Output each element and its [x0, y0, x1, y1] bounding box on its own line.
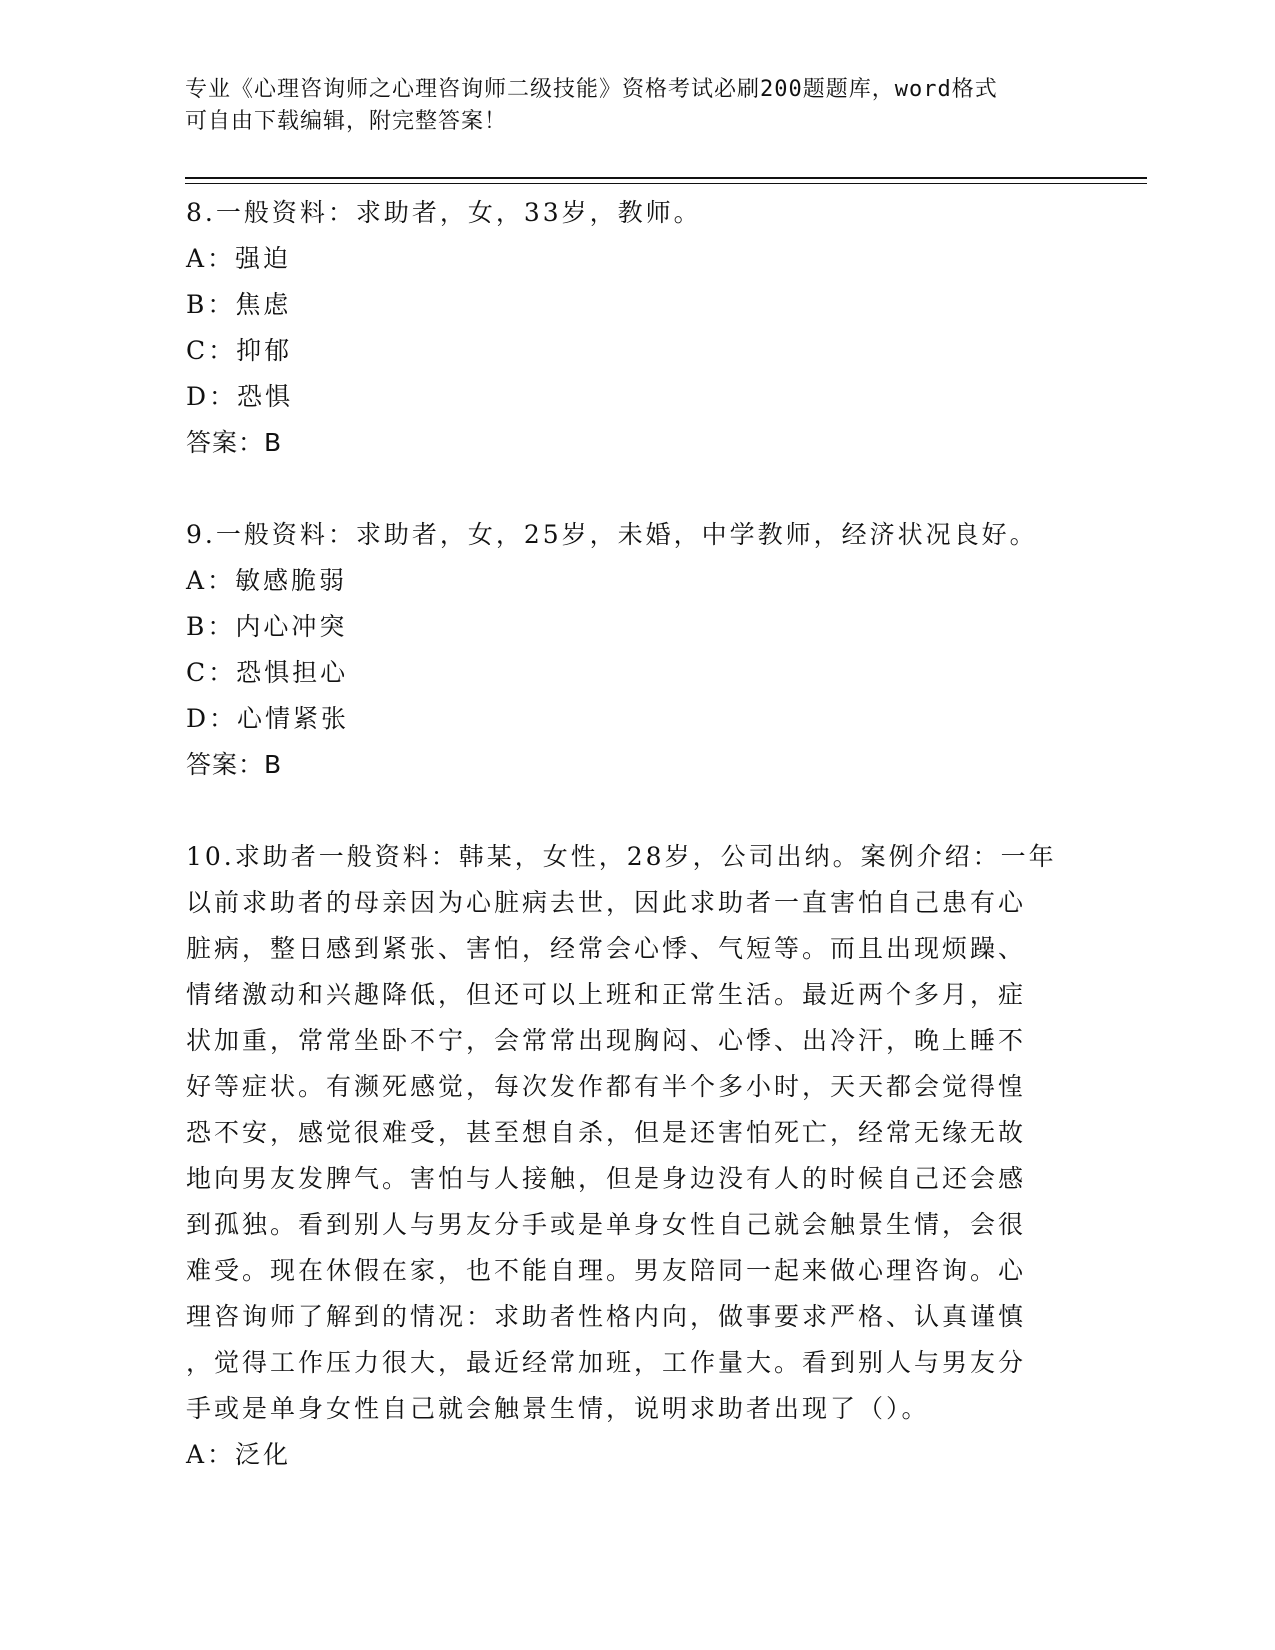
stem-line: 以前求助者的母亲因为心脏病去世，因此求助者一直害怕自己患有心 [186, 888, 1027, 917]
answer-line: 答案：B [186, 428, 283, 457]
stem-line: 地向男友发脾气。害怕与人接触，但是身边没有人的时候自己还会感 [186, 1164, 1027, 1193]
option-a: A：敏感脆弱 [186, 566, 348, 595]
option-c: C：抑郁 [186, 336, 293, 365]
stem-line: 到孤独。看到别人与男友分手或是单身女性自己就会触景生情，会很 [186, 1210, 1027, 1239]
stem-line: ，觉得工作压力很大，最近经常加班，工作量大。看到别人与男友分 [186, 1348, 1027, 1377]
option-a: A：泛化 [186, 1440, 292, 1469]
stem-line: 脏病，整日感到紧张、害怕，经常会心悸、气短等。而且出现烦躁、 [186, 934, 1027, 963]
document-body [186, 190, 1086, 1478]
header-line-2: 可自由下载编辑，附完整答案！ [185, 109, 508, 134]
question-8 [186, 190, 1086, 466]
header-divider-thick [185, 177, 1147, 179]
question-stem [186, 834, 1086, 1432]
option-c: C：恐惧担心 [186, 658, 349, 687]
option-b: B：焦虑 [186, 290, 292, 319]
question-9 [186, 512, 1086, 788]
stem-line: 10.求助者一般资料：韩某，女性，28岁，公司出纳。案例介绍：一年 [186, 842, 1057, 871]
option-d: D：恐惧 [186, 382, 294, 411]
stem-line: 状加重，常常坐卧不宁，会常常出现胸闷、心悸、出冷汗，晚上睡不 [186, 1026, 1027, 1055]
question-stem: 8.一般资料：求助者，女，33岁，教师。 [186, 198, 702, 227]
header-line-1: 专业《心理咨询师之心理咨询师二级技能》资格考试必刷200题题库，word格式 [185, 77, 998, 102]
document-header [185, 74, 1065, 138]
question-10 [186, 834, 1086, 1478]
stem-line: 手或是单身女性自己就会触景生情，说明求助者出现了（）。 [186, 1394, 930, 1423]
header-divider-thin [185, 183, 1147, 184]
question-stem: 9.一般资料：求助者，女，25岁，未婚，中学教师，经济状况良好。 [186, 520, 1038, 549]
option-d: D：心情紧张 [186, 704, 350, 733]
stem-line: 情绪激动和兴趣降低，但还可以上班和正常生活。最近两个多月，症 [186, 980, 1027, 1009]
option-a: A：强迫 [186, 244, 292, 273]
stem-line: 理咨询师了解到的情况：求助者性格内向，做事要求严格、认真谨慎 [186, 1302, 1027, 1331]
option-b: B：内心冲突 [186, 612, 348, 641]
stem-line: 恐不安，感觉很难受，甚至想自杀，但是还害怕死亡，经常无缘无故 [186, 1118, 1027, 1147]
stem-line: 难受。现在休假在家，也不能自理。男友陪同一起来做心理咨询。心 [186, 1256, 1027, 1285]
stem-line: 好等症状。有濒死感觉，每次发作都有半个多小时，天天都会觉得惶 [186, 1072, 1027, 1101]
answer-line: 答案：B [186, 750, 283, 779]
